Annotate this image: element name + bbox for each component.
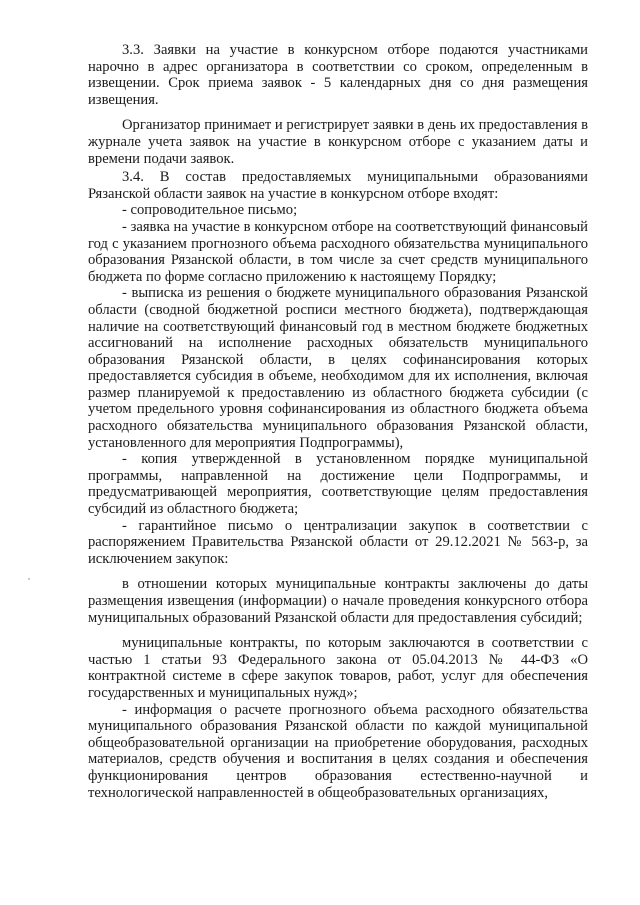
list-item-program-copy: - копия утвержденной в установленном порядке муниципальной программы, направленной на достижение цели Подпрограммы, и предусматривающей мероприятия, соответствующие целям предоставления субсидий из областного бюджета;: [88, 451, 588, 518]
list-item-calculation-info: - информация о расчете прогнозного объема расходного обязательства муниципального образования Рязанской области по каждой муниципальной общеобразовательной организации на приобретение оборудования, расходных материалов, средств обучения и воспитания в целях создания и обеспечения функционирования центров образования естественно-научной и технологической направленностей в общеобразовательных организациях,: [88, 701, 588, 801]
document-body: [88, 42, 588, 801]
scan-speck: [28, 578, 30, 580]
list-item-application: - заявка на участие в конкурсном отборе на соответствующий финансовый год с указанием прогнозного объема расходного обязательства муниципального образования Рязанской области, в том числе за счет средств муниципального бюджета по форме согласно приложению к настоящему Порядку;: [88, 218, 588, 285]
paragraph-3-3: 3.3. Заявки на участие в конкурсном отборе подаются участниками нарочно в адрес организатора в соответствии со сроком, определенным в извещении. Срок приема заявок - 5 календарных дня со дня размещения извещения.: [88, 42, 588, 108]
paragraph-3-4: 3.4. В состав предоставляемых муниципальными образованиями Рязанской области заявок на участие в конкурсном отборе входят:: [88, 169, 588, 202]
exception-contracts-before: в отношении которых муниципальные контракты заключены до даты размещения извещения (информации) о начале проведения конкурсного отбора муниципальных образований Рязанской области для предоставления субсидий;: [88, 576, 588, 626]
list-item-budget-extract: - выписка из решения о бюджете муниципального образования Рязанской области (сводной бюджетной росписи местного бюджета), подтверждающая наличие на соответствующий финансовый год в местном бюджете бюджетных ассигнований на исполнение расходных обязательств муниципального образования Рязанской области, в целях софинансирования которых предоставляется субсидия в объеме, необходимом для их исполнения, включая размер планируемой к предоставлению из областного бюджета субсидии (с учетом предельного уровня софинансирования из областного бюджета объема расходного обязательства муниципального образования Рязанской области, установленного для мероприятия Подпрограммы),: [88, 285, 588, 451]
list-item-cover-letter: - сопроводительное письмо;: [122, 202, 298, 219]
list-item-guarantee-letter: - гарантийное письмо о централизации закупок в соответствии с распоряжением Правительства Рязанской области от 29.12.2021 № 563-р, за исключением закупок:: [88, 517, 588, 567]
exception-contracts-44fz: муниципальные контракты, по которым заключаются в соответствии с частью 1 статьи 93 Федерального закона от 05.04.2013 № 44-ФЗ «О контрактной системе в сфере закупок товаров, работ, услуг для обеспечения государственных и муниципальных нужд»;: [88, 635, 588, 701]
paragraph-registration: Организатор принимает и регистрирует заявки в день их предоставления в журнале учета заявок на участие в конкурсном отборе с указанием даты и времени подачи заявок.: [88, 117, 588, 167]
